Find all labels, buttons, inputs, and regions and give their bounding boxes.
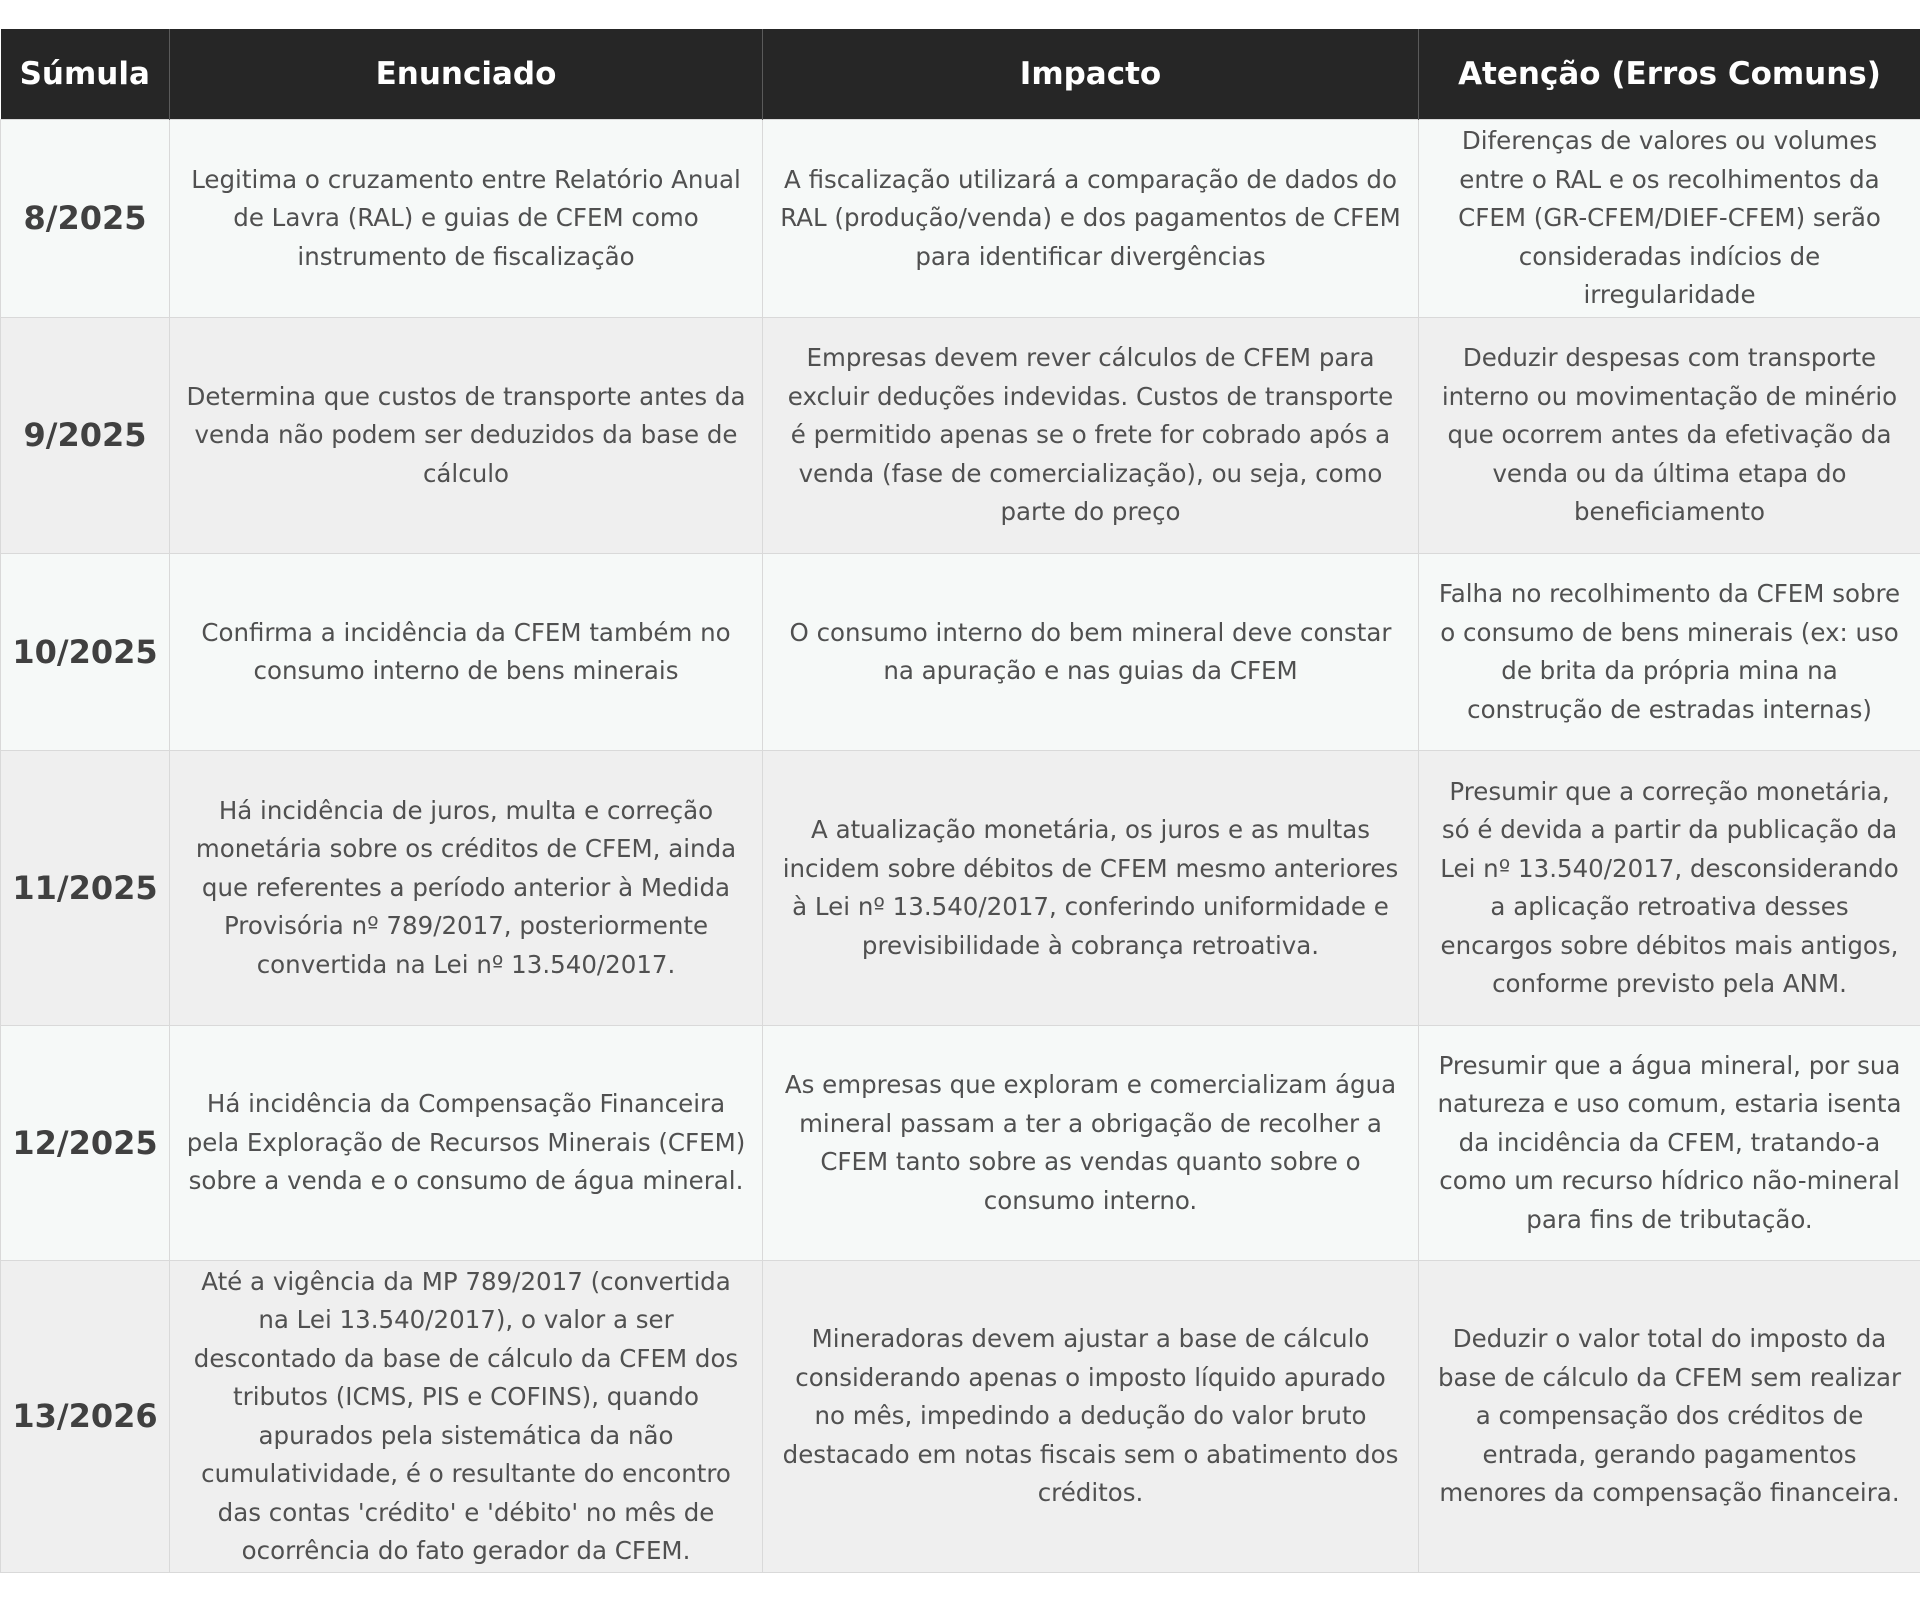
cell-sumula: 8/2025 <box>1 120 170 318</box>
cell-sumula: 9/2025 <box>1 318 170 554</box>
table-row <box>1 318 1920 554</box>
table-body <box>1 120 1920 1573</box>
table-row <box>1 1026 1920 1261</box>
cell-atencao: Deduzir despesas com transporte interno ou movimentação de minério que ocorrem antes da efetivação da venda ou da última etapa do beneficiamento <box>1419 318 1920 554</box>
cell-enunciado: Há incidência da Compensação Financeira pela Exploração de Recursos Minerais (CFEM) sobre a venda e o consumo de água mineral. <box>170 1026 763 1261</box>
sumulas-table-container <box>0 29 1920 1573</box>
table-row <box>1 554 1920 751</box>
cell-enunciado: Há incidência de juros, multa e correção monetária sobre os créditos de CFEM, ainda que referentes a período anterior à Medida Provisória nº 789/2017, posteriormente convertida na Lei nº 13.540/2017. <box>170 751 763 1026</box>
cell-atencao: Presumir que a água mineral, por sua natureza e uso comum, estaria isenta da incidência da CFEM, tratando-a como um recurso hídrico não-mineral para fins de tributação. <box>1419 1026 1920 1261</box>
cell-impacto: O consumo interno do bem mineral deve constar na apuração e nas guias da CFEM <box>763 554 1419 751</box>
cell-impacto: Mineradoras devem ajustar a base de cálculo considerando apenas o imposto líquido apurado no mês, impedindo a dedução do valor bruto destacado em notas fiscais sem o abatimento dos créditos. <box>763 1261 1419 1573</box>
cell-enunciado: Confirma a incidência da CFEM também no consumo interno de bens minerais <box>170 554 763 751</box>
header-impacto: Impacto <box>763 29 1419 120</box>
cell-impacto: As empresas que exploram e comercializam água mineral passam a ter a obrigação de recolher a CFEM tanto sobre as vendas quanto sobre o consumo interno. <box>763 1026 1419 1261</box>
header-sumula: Súmula <box>1 29 170 120</box>
cell-enunciado: Legitima o cruzamento entre Relatório Anual de Lavra (RAL) e guias de CFEM como instrumento de fiscalização <box>170 120 763 318</box>
header-atencao: Atenção (Erros Comuns) <box>1419 29 1920 120</box>
header-row <box>1 29 1920 120</box>
cell-atencao: Presumir que a correção monetária, só é devida a partir da publicação da Lei nº 13.540/2017, desconsiderando a aplicação retroativa desses encargos sobre débitos mais antigos, conforme previsto pela ANM. <box>1419 751 1920 1026</box>
cell-atencao: Diferenças de valores ou volumes entre o RAL e os recolhimentos da CFEM (GR-CFEM/DIEF-CFEM) serão consideradas indícios de irregularidade <box>1419 120 1920 318</box>
header-enunciado: Enunciado <box>170 29 763 120</box>
cell-sumula: 13/2026 <box>1 1261 170 1573</box>
table-row <box>1 1261 1920 1573</box>
cell-impacto: A fiscalização utilizará a comparação de dados do RAL (produção/venda) e dos pagamentos de CFEM para identificar divergências <box>763 120 1419 318</box>
cell-atencao: Deduzir o valor total do imposto da base de cálculo da CFEM sem realizar a compensação dos créditos de entrada, gerando pagamentos menores da compensação financeira. <box>1419 1261 1920 1573</box>
table-row <box>1 120 1920 318</box>
cell-impacto: A atualização monetária, os juros e as multas incidem sobre débitos de CFEM mesmo anteriores à Lei nº 13.540/2017, conferindo uniformidade e previsibilidade à cobrança retroativa. <box>763 751 1419 1026</box>
sumulas-table <box>0 29 1920 1573</box>
table-header <box>1 29 1920 120</box>
table-row <box>1 751 1920 1026</box>
cell-sumula: 10/2025 <box>1 554 170 751</box>
cell-enunciado: Determina que custos de transporte antes da venda não podem ser deduzidos da base de cálculo <box>170 318 763 554</box>
cell-impacto: Empresas devem rever cálculos de CFEM para excluir deduções indevidas. Custos de transporte é permitido apenas se o frete for cobrado após a venda (fase de comercialização), ou seja, como parte do preço <box>763 318 1419 554</box>
cell-sumula: 11/2025 <box>1 751 170 1026</box>
cell-enunciado: Até a vigência da MP 789/2017 (convertida na Lei 13.540/2017), o valor a ser descontado da base de cálculo da CFEM dos tributos (ICMS, PIS e COFINS), quando apurados pela sistemática da não cumulatividade, é o resultante do encontro das contas 'crédito' e 'débito' no mês de ocorrência do fato gerador da CFEM. <box>170 1261 763 1573</box>
cell-atencao: Falha no recolhimento da CFEM sobre o consumo de bens minerais (ex: uso de brita da própria mina na construção de estradas internas) <box>1419 554 1920 751</box>
cell-sumula: 12/2025 <box>1 1026 170 1261</box>
